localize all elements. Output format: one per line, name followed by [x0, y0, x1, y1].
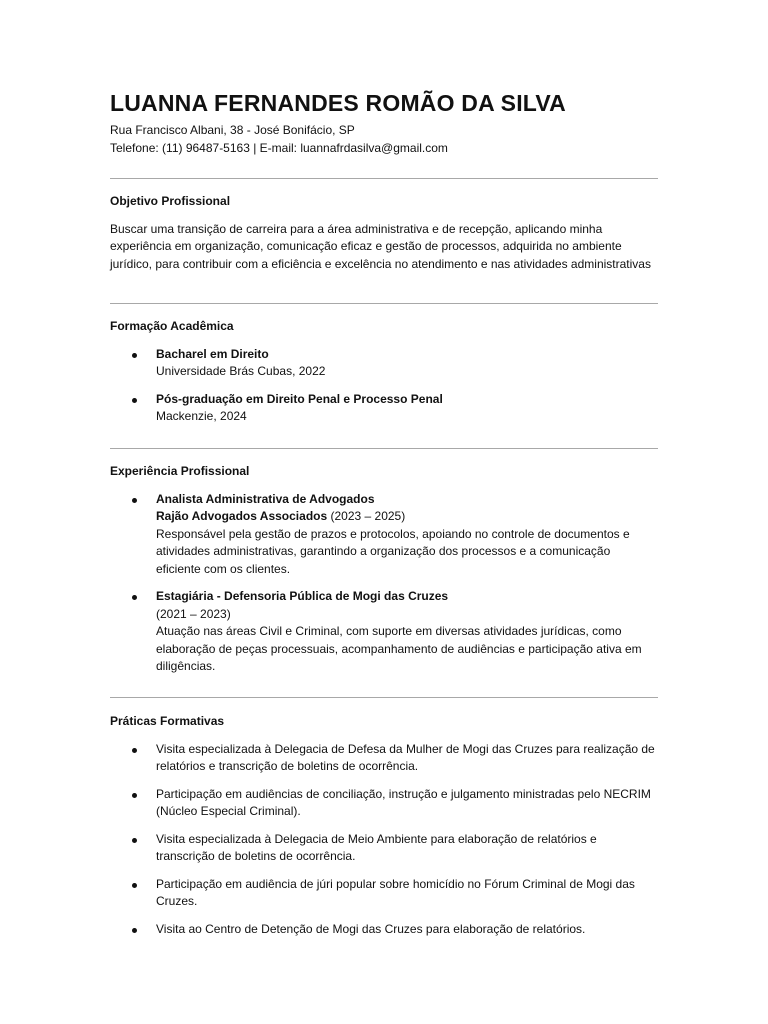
list-item [110, 588, 658, 676]
objective-section [110, 193, 658, 273]
practice-text: Participação em audiências de conciliação, instrução e julgamento ministradas pelo NECRIM (Núcleo Especial Criminal). [156, 786, 651, 818]
institution: Universidade Brás Cubas, 2022 [156, 364, 326, 378]
job-company-line [156, 508, 658, 526]
list-item [110, 831, 658, 866]
bullet-icon [132, 793, 137, 798]
contact-line: Telefone: (11) 96487-5163 | E-mail: luannafrdasilva@gmail.com [110, 141, 448, 155]
bullet-icon [132, 928, 137, 933]
bullet-icon [132, 883, 137, 888]
practice-text: Participação em audiência de júri popular sobre homicídio no Fórum Criminal de Mogi das Cruzes. [156, 876, 635, 908]
resume-header [110, 88, 658, 157]
list-item [110, 391, 658, 426]
objective-text: Buscar uma transição de carreira para a área administrativa e de recepção, aplicando minha experiência em organização, comunicação eficaz e gestão de processos, adquirida no ambiente jurídico, para contribuir com a eficiência e excelência no atendimento e nas atividades administrativas [110, 221, 651, 271]
section-title-education: Formação Acadêmica [110, 319, 234, 333]
candidate-name: LUANNA FERNANDES ROMÃO DA SILVA [110, 90, 566, 116]
list-item [110, 741, 658, 776]
practice-text: Visita especializada à Delegacia de Meio Ambiente para elaboração de relatórios e transcrição de boletins de ocorrência. [156, 831, 597, 863]
job-description: Responsável pela gestão de prazos e protocolos, apoiando no controle de documentos e atividades administrativas, garantindo a organização dos processos e a comunicação eficiente com os clientes. [156, 526, 630, 576]
list-item [110, 346, 658, 381]
degree-title: Bacharel em Direito [156, 346, 269, 361]
job-company: Rajão Advogados Associados [156, 509, 328, 523]
section-title-objective: Objetivo Profissional [110, 194, 231, 208]
list-item [110, 876, 658, 911]
bullet-icon [132, 748, 137, 753]
job-period: (2023 – 2025) [327, 509, 406, 523]
bullet-icon [132, 398, 137, 403]
section-divider [110, 303, 658, 304]
practice-text: Visita especializada à Delegacia de Defesa da Mulher de Mogi das Cruzes para realização de relatórios e transcrição de boletins de ocorrência. [156, 741, 655, 773]
section-title-experience: Experiência Profissional [110, 464, 250, 478]
section-divider [110, 448, 658, 449]
bullet-icon [132, 498, 137, 503]
education-list [110, 346, 658, 426]
practices-section [110, 713, 658, 948]
bullet-icon [132, 595, 137, 600]
bullet-icon [132, 353, 137, 358]
list-item [110, 921, 658, 939]
section-divider [110, 178, 658, 179]
address-line: Rua Francisco Albani, 38 - José Bonifácio, SP [110, 123, 355, 137]
degree-title: Pós-graduação em Direito Penal e Processo Penal [156, 391, 443, 406]
section-divider [110, 697, 658, 698]
education-section [110, 318, 658, 436]
institution: Mackenzie, 2024 [156, 409, 247, 423]
job-role: Estagiária - Defensoria Pública de Mogi das Cruzes [156, 589, 449, 603]
bullet-icon [132, 838, 137, 843]
list-item [110, 786, 658, 821]
job-role: Analista Administrativa de Advogados [156, 491, 375, 506]
list-item [110, 491, 658, 579]
job-description: Atuação nas áreas Civil e Criminal, com suporte em diversas atividades jurídicas, como elaboração de peças processuais, acompanhamento de audiências e participação ativa em diligências. [156, 624, 642, 673]
practices-list [110, 741, 658, 939]
section-title-practices: Práticas Formativas [110, 714, 225, 728]
experience-list [110, 491, 658, 676]
practice-text: Visita ao Centro de Detenção de Mogi das Cruzes para elaboração de relatórios. [156, 921, 586, 936]
experience-section [110, 463, 658, 686]
job-period: (2021 – 2023) [156, 606, 231, 621]
